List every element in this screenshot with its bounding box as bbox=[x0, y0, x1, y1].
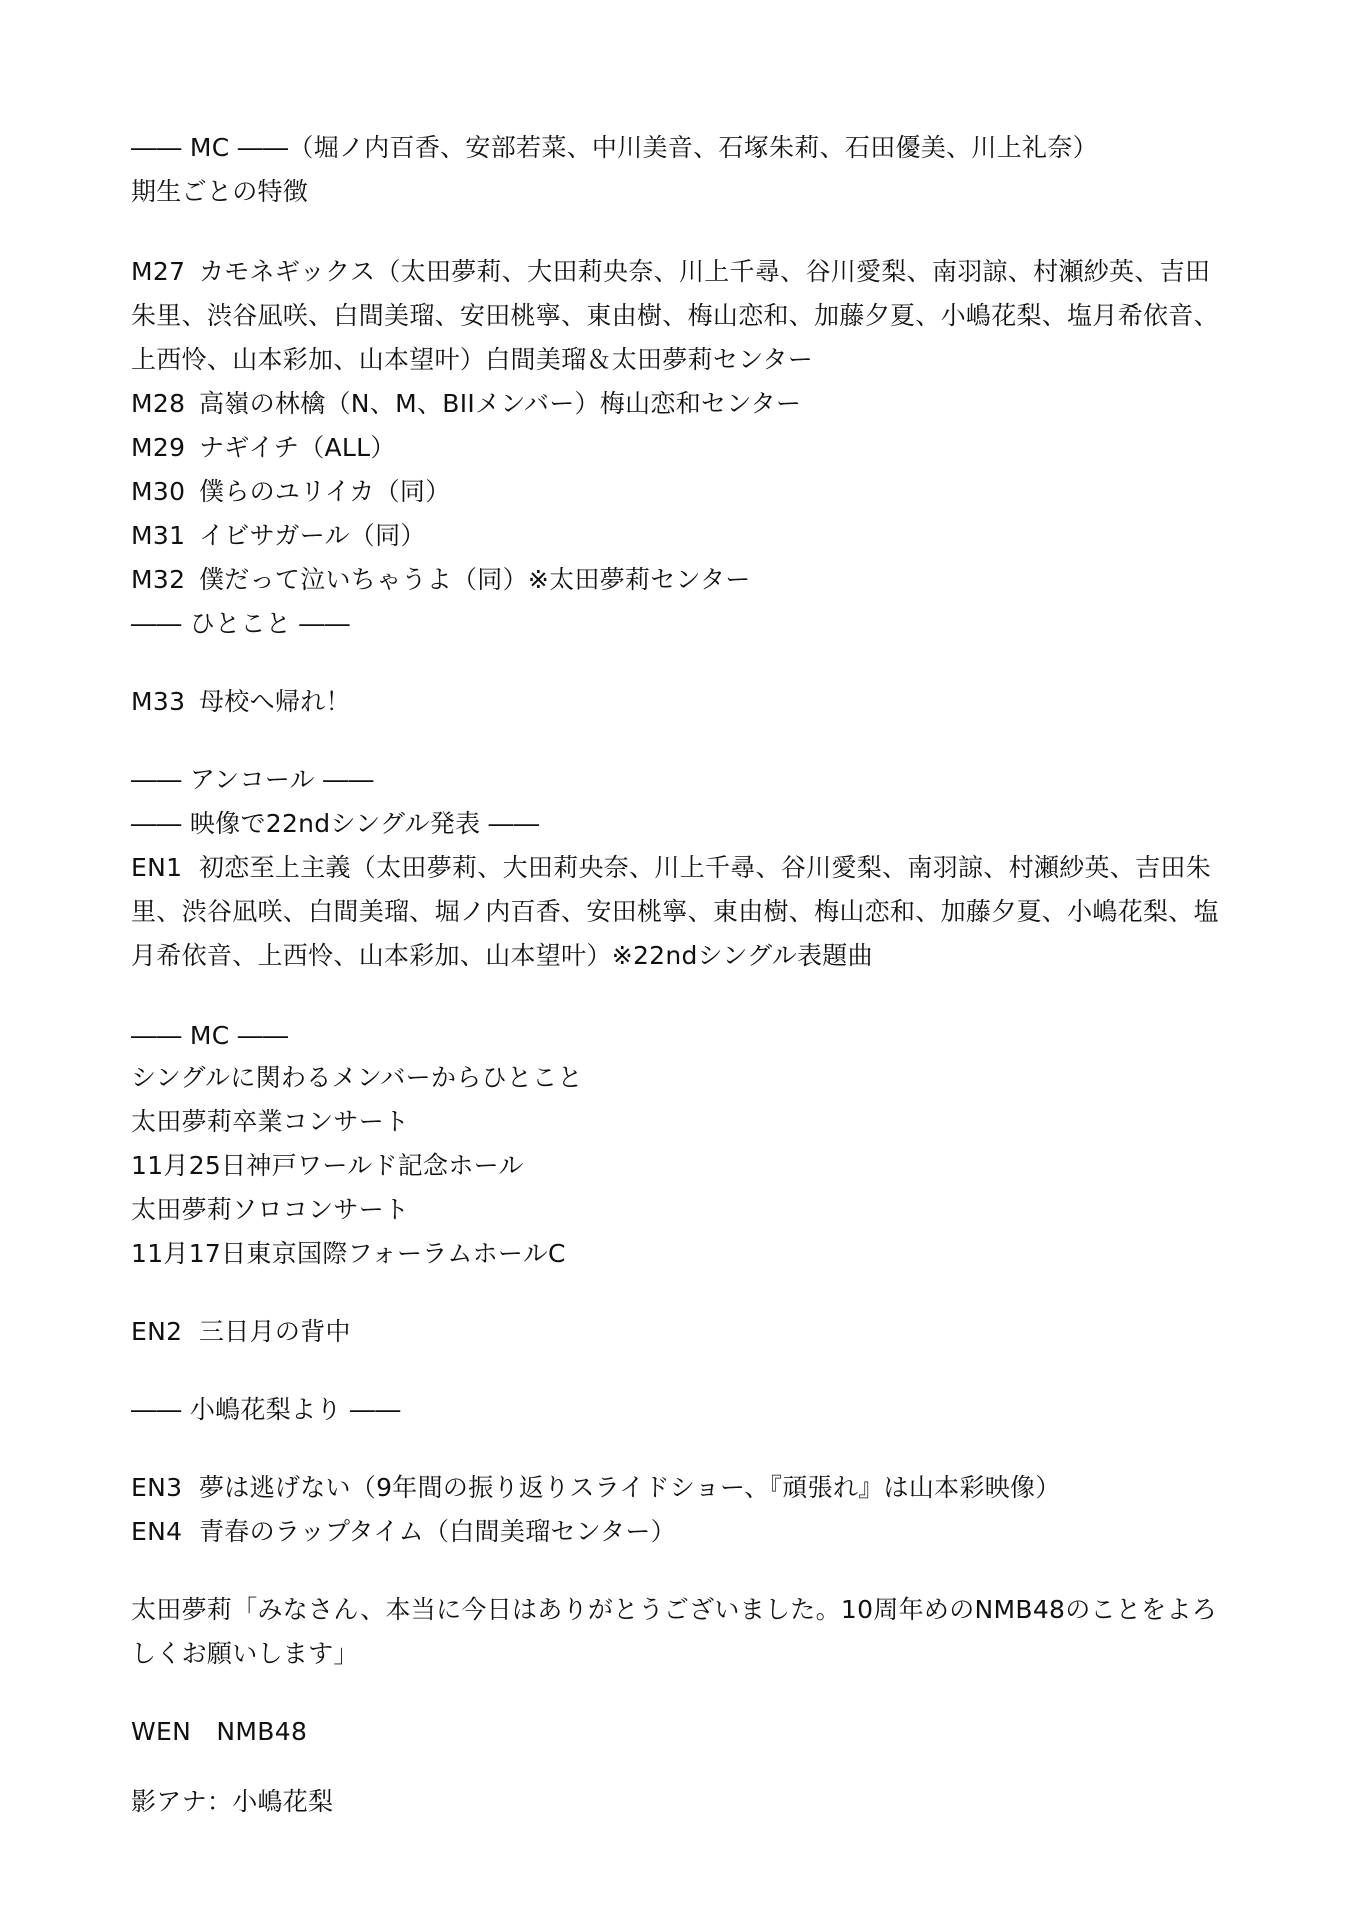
spacer bbox=[131, 1754, 1251, 1780]
song-m27 bbox=[131, 250, 1231, 382]
mc2-topic: シングルに関わるメンバーからひとこと bbox=[131, 1063, 583, 1092]
concert1-date: 11月25日神戸ワールド記念ホール bbox=[131, 1151, 524, 1180]
song-text: 僕らのユリイカ（同） bbox=[199, 477, 451, 506]
song-code: M30 bbox=[131, 477, 186, 506]
song-text: 高嶺の林檎（N、M、BIIメンバー）梅山恋和センター bbox=[199, 389, 802, 418]
spacer bbox=[131, 214, 1251, 250]
song-code: M27 bbox=[131, 257, 186, 286]
song-m32 bbox=[131, 558, 1251, 602]
song-text: 青春のラップタイム（白間美瑠センター） bbox=[199, 1517, 676, 1546]
song-code: EN1 bbox=[131, 853, 183, 882]
song-text: 初恋至上主義（太田夢莉、大田莉央奈、川上千尋、谷川愛梨、南羽諒、村瀬紗英、吉田朱里、渋谷凪咲、白間美瑠、堀ノ内百香、安田桃寧、東由樹、梅山恋和、加藤夕夏、小嶋花梨、塩月希依音、上西怜、山本彩加、山本望叶）※22ndシングル表題曲 bbox=[131, 853, 1219, 970]
song-code: M31 bbox=[131, 521, 186, 550]
song-en1 bbox=[131, 846, 1231, 978]
spacer bbox=[131, 724, 1251, 758]
song-en2 bbox=[131, 1310, 1251, 1354]
mc-topic: 期生ごとの特徴 bbox=[131, 177, 309, 206]
song-code: EN4 bbox=[131, 1517, 183, 1546]
setlist-document bbox=[131, 126, 1251, 1824]
song-text: 母校へ帰れ！ bbox=[199, 687, 351, 716]
song-code: EN3 bbox=[131, 1473, 183, 1502]
song-code: EN2 bbox=[131, 1317, 183, 1346]
song-m33 bbox=[131, 680, 1251, 724]
closing-quote: 太田夢莉「みなさん、本当に今日はありがとうございました。10周年めのNMB48のことをよろしくお願いします」 bbox=[131, 1595, 1218, 1668]
spacer bbox=[131, 646, 1251, 680]
song-code: M28 bbox=[131, 389, 186, 418]
song-text: 僕だって泣いちゃうよ（同）※太田夢莉センター bbox=[199, 565, 751, 594]
encore-heading: ―― アンコール ―― bbox=[131, 765, 374, 794]
spacer bbox=[131, 978, 1251, 1016]
song-m29 bbox=[131, 426, 1251, 470]
song-text: イビサガール（同） bbox=[199, 521, 426, 550]
song-text: カモネギックス（太田夢莉、大田莉央奈、川上千尋、谷川愛梨、南羽諒、村瀬紗英、吉田朱里、渋谷凪咲、白間美瑠、安田桃寧、東由樹、梅山恋和、加藤夕夏、小嶋花梨、塩月希依音、上西怜、山本彩加、山本望叶）白間美瑠＆太田夢莉センター bbox=[131, 257, 1219, 374]
song-en3 bbox=[131, 1466, 1251, 1510]
spacer bbox=[131, 1676, 1251, 1710]
mc-heading: ―― MC ――（堀ノ内百香、安部若菜、中川美音、石塚朱莉、石田優美、川上礼奈） bbox=[131, 133, 1098, 162]
song-m31 bbox=[131, 514, 1251, 558]
wen-line: WEN NMB48 bbox=[131, 1717, 308, 1746]
song-text: 三日月の背中 bbox=[199, 1317, 351, 1346]
kojima-heading: ―― 小嶋花梨より ―― bbox=[131, 1395, 401, 1424]
song-code: M32 bbox=[131, 565, 186, 594]
mc2-heading: ―― MC ―― bbox=[131, 1021, 289, 1050]
song-m28 bbox=[131, 382, 1251, 426]
song-en4 bbox=[131, 1510, 1251, 1554]
song-m30 bbox=[131, 470, 1251, 514]
announce-heading: ―― 映像で22ndシングル発表 ―― bbox=[131, 809, 540, 838]
song-text: ナギイチ（ALL） bbox=[199, 433, 396, 462]
song-code: M29 bbox=[131, 433, 186, 462]
spacer bbox=[131, 1276, 1251, 1310]
song-code: M33 bbox=[131, 687, 186, 716]
spacer bbox=[131, 1432, 1251, 1466]
hitokoto-heading: ―― ひとこと ―― bbox=[131, 609, 350, 638]
kage-ana-line: 影アナ：小嶋花梨 bbox=[131, 1787, 334, 1816]
spacer bbox=[131, 1354, 1251, 1388]
song-text: 夢は逃げない（9年間の振り返りスライドショー、『頑張れ』は山本彩映像） bbox=[199, 1473, 1061, 1502]
concert1-title: 太田夢莉卒業コンサート bbox=[131, 1107, 410, 1136]
spacer bbox=[131, 1554, 1251, 1588]
concert2-date: 11月17日東京国際フォーラムホールC bbox=[131, 1239, 566, 1268]
concert2-title: 太田夢莉ソロコンサート bbox=[131, 1195, 410, 1224]
